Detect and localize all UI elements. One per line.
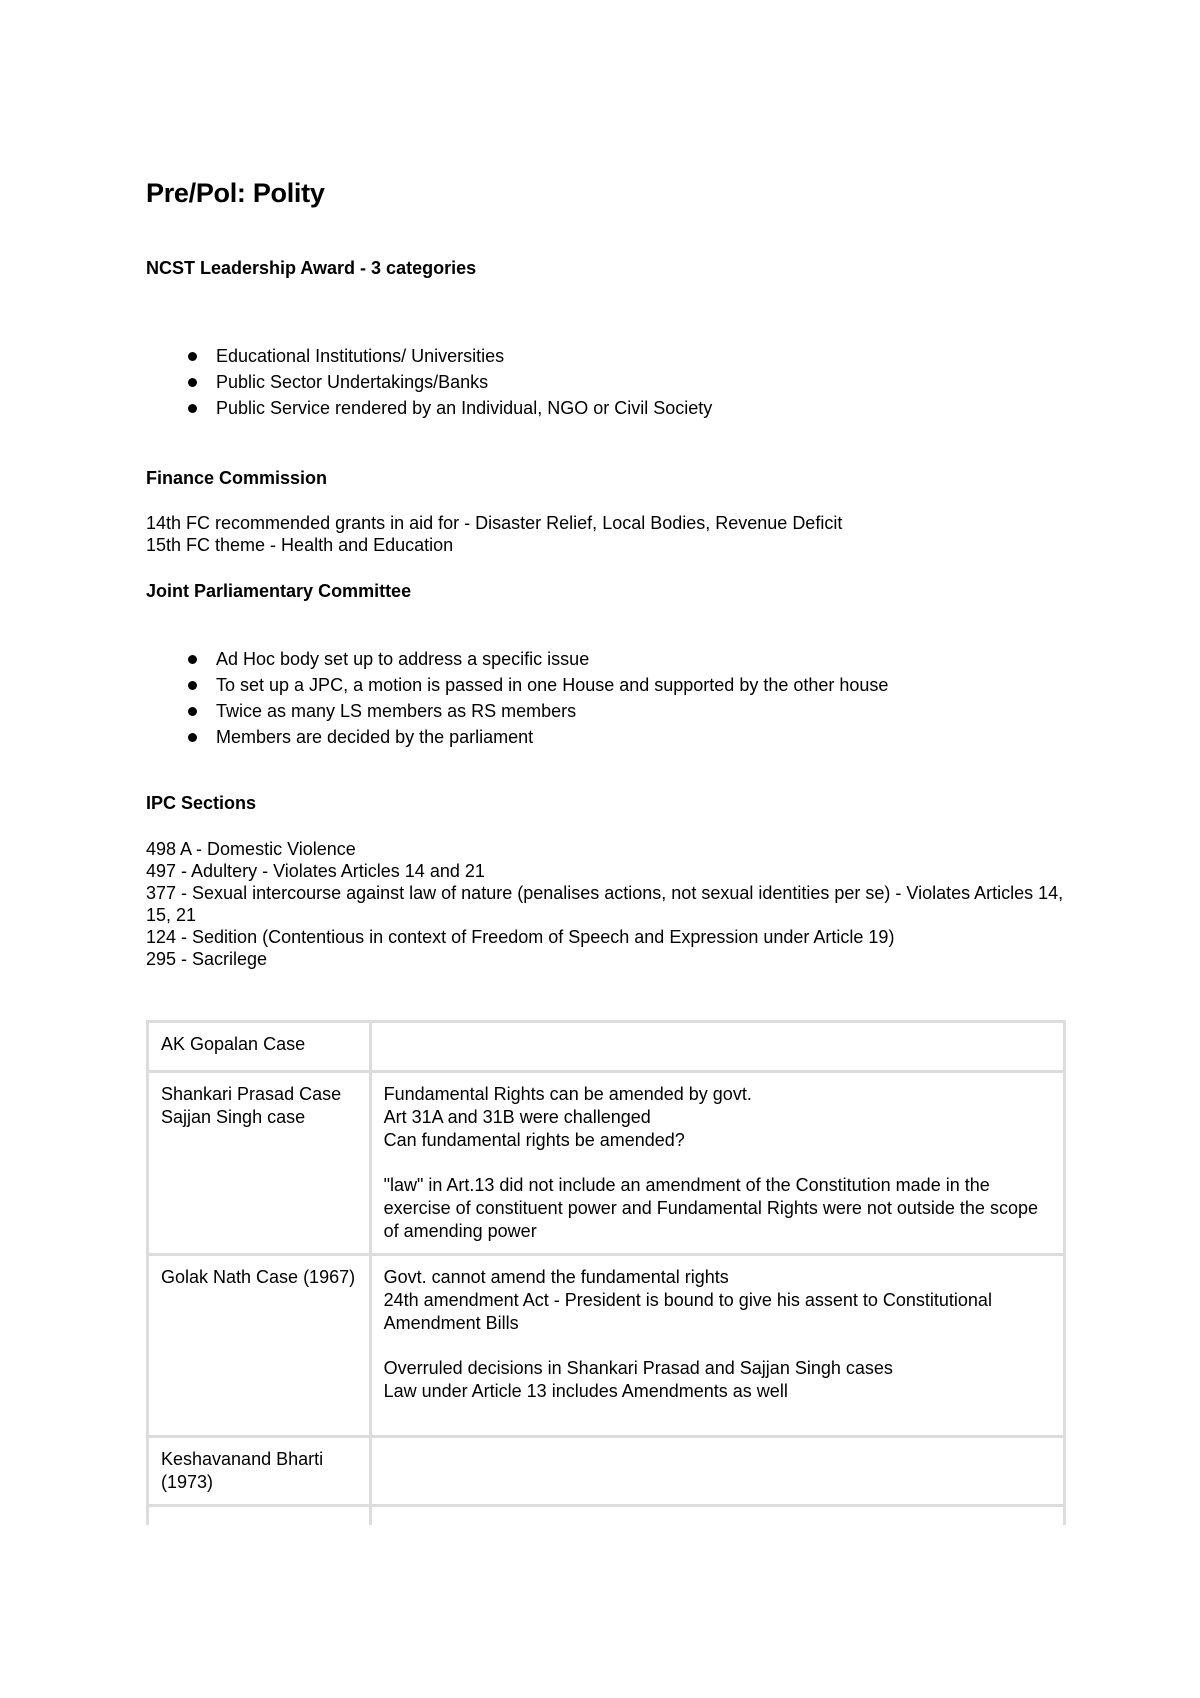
document-title: Pre/Pol: Polity: [146, 178, 325, 208]
list-item: Ad Hoc body set up to address a specific issue: [146, 646, 888, 672]
bullet-icon: [188, 733, 197, 742]
bullet-icon: [188, 352, 197, 361]
case-notes-cell: [370, 1022, 1064, 1072]
case-notes-cell: Fundamental Rights can be amended by govt. Art 31A and 31B were challenged Can fundamental rights be amended? "law" in Art.13 did not include an amendment of the Constitution made in the exercise of constituent power and Fundamental Rights were not outside the scope of amending power: [370, 1072, 1064, 1255]
list-item: Members are decided by the parliament: [146, 724, 888, 750]
ncst-heading: NCST Leadership Award - 3 categories: [146, 258, 477, 278]
finance-heading: Finance Commission: [146, 468, 328, 488]
finance-text: [146, 512, 842, 556]
table-row: [148, 1255, 1065, 1437]
list-item: Twice as many LS members as RS members: [146, 698, 888, 724]
bullet-icon: [188, 404, 197, 413]
text-line: 124 - Sedition (Contentious in context of Freedom of Speech and Expression under Article 19): [146, 927, 895, 947]
bullet-icon: [188, 681, 197, 690]
bullet-icon: [188, 707, 197, 716]
ncst-list: [146, 343, 712, 421]
case-name-cell: AK Gopalan Case: [148, 1022, 371, 1072]
jpc-heading: Joint Parliamentary Committee: [146, 581, 412, 601]
table-row: [148, 1022, 1065, 1072]
text-line: 498 A - Domestic Violence: [146, 839, 356, 859]
case-notes-cell: [370, 1437, 1064, 1506]
case-notes-cell: Govt. cannot amend the fundamental rights 24th amendment Act - President is bound to give his assent to Constitutional Amendment Bills Overruled decisions in Shankari Prasad and Sajjan Singh cases Law under Article 13 includes Amendments as well: [370, 1255, 1064, 1437]
table-row: [148, 1437, 1065, 1506]
case-name-cell: Shankari Prasad Case Sajjan Singh case: [148, 1072, 371, 1255]
case-name-cell: Golak Nath Case (1967): [148, 1255, 371, 1437]
case-name-cell: Keshavanand Bharti (1973): [148, 1437, 371, 1506]
text-line: 15th FC theme - Health and Education: [146, 535, 454, 555]
ipc-heading: IPC Sections: [146, 793, 257, 813]
list-item: Public Service rendered by an Individual, NGO or Civil Society: [146, 395, 712, 421]
text-line: 497 - Adultery - Violates Articles 14 and 21: [146, 861, 485, 881]
list-item: To set up a JPC, a motion is passed in one House and supported by the other house: [146, 672, 888, 698]
text-line: 295 - Sacrilege: [146, 949, 268, 969]
bullet-icon: [188, 378, 197, 387]
text-line: 14th FC recommended grants in aid for - Disaster Relief, Local Bodies, Revenue Deficit: [146, 513, 843, 533]
list-item: Educational Institutions/ Universities: [146, 343, 712, 369]
page-cutoff: [0, 1525, 1200, 1698]
ipc-text: [146, 838, 1066, 970]
text-line: 377 - Sexual intercourse against law of nature (penalises actions, not sexual identities per se) - Violates Articles 14, 15, 21: [146, 883, 1064, 925]
list-item: Public Sector Undertakings/Banks: [146, 369, 712, 395]
bullet-icon: [188, 655, 197, 664]
cases-table: [146, 1020, 1066, 1567]
table-row: [148, 1072, 1065, 1255]
jpc-list: [146, 646, 888, 750]
